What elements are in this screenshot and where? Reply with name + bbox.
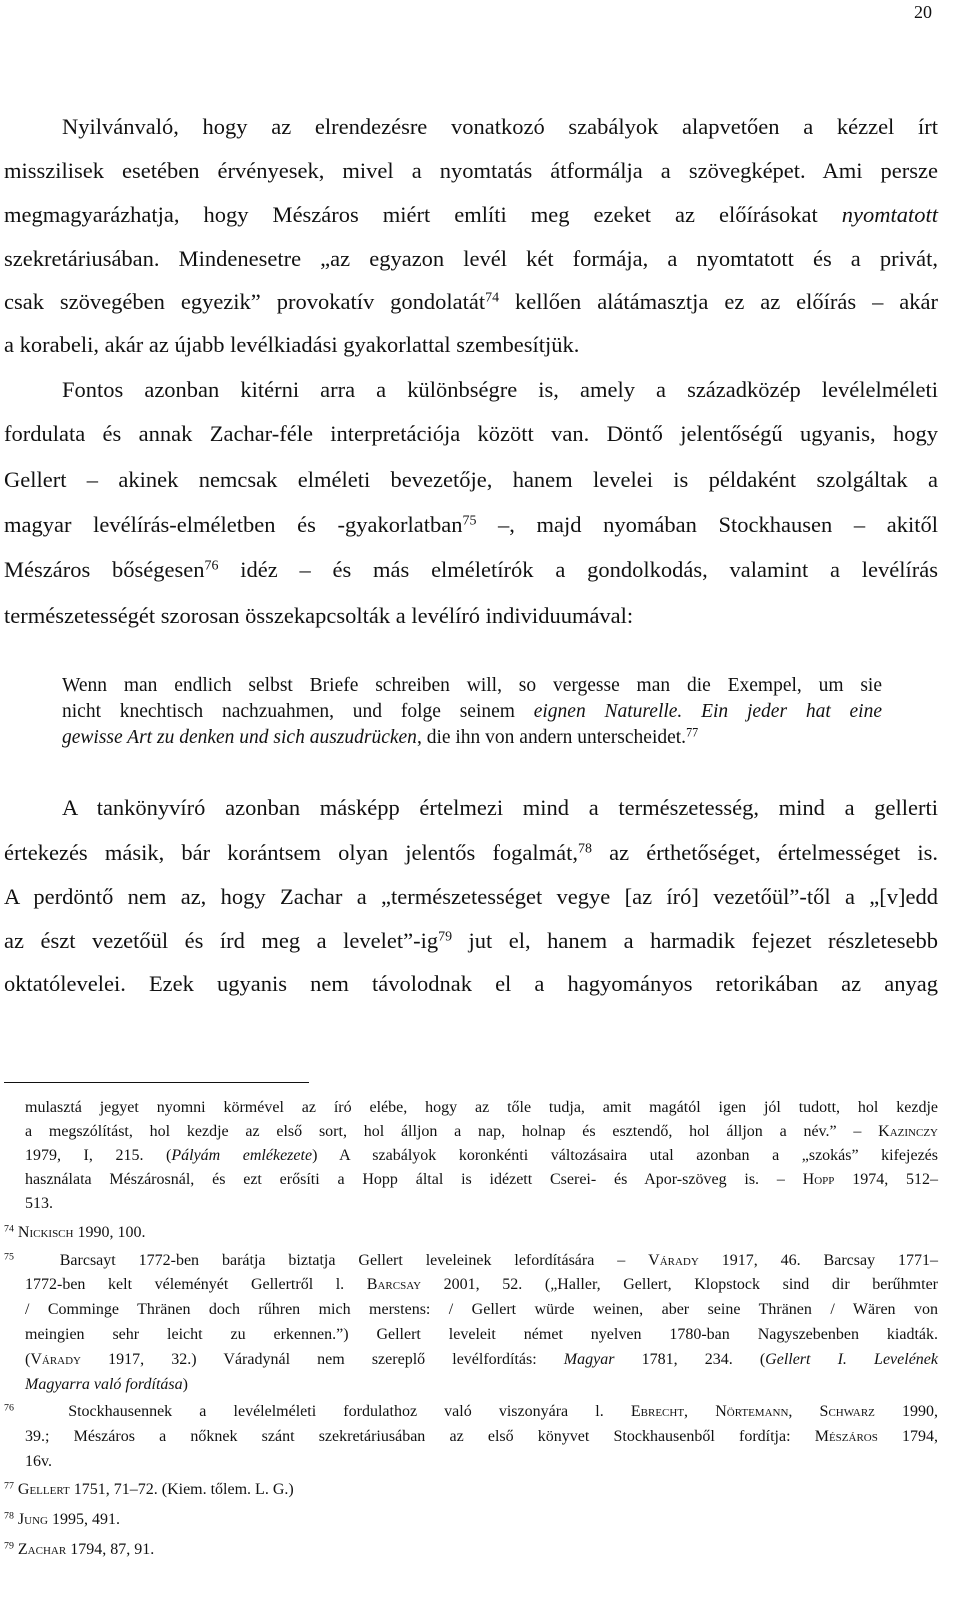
footnote-text: használata Mészárosnál, és ezt erősíti a Hopp által is idézett Cserei- és Apor-szöveg is. – xyxy=(25,1171,803,1188)
footnote-line xyxy=(25,1351,938,1369)
author-name: Várady xyxy=(30,1351,81,1368)
quote-italic: gewisse Art zu denken und sich auszudrücken xyxy=(62,727,417,748)
body-text: Gellert – akinek nemcsak elméleti bevezetője, hanem levelei is példaként szolgáltak a xyxy=(4,467,938,492)
footnote-number: 75 xyxy=(4,1251,14,1263)
footnote-78 xyxy=(4,1511,938,1529)
body-line xyxy=(4,202,938,228)
footnote-ref: 74 xyxy=(485,290,500,306)
body-text: természetességét szorosan összekapcsolták a levélíró individuumával: xyxy=(4,603,634,628)
body-text: megmagyarázhatja, hogy Mészáros miért említi meg ezeket az előírásokat xyxy=(4,202,818,227)
footnote-text: / Comminge Thränen doch rűhren mich merstens: / Gellert würde weinen, aber seine Thränen / Wären von xyxy=(25,1301,938,1318)
footnote-77 xyxy=(4,1481,938,1499)
footnote-ref: 79 xyxy=(438,929,453,945)
footnote-line xyxy=(25,1171,938,1189)
footnote-line xyxy=(25,1301,938,1319)
work-title: Pályám emlékezete xyxy=(171,1147,313,1164)
footnote-79 xyxy=(4,1541,938,1559)
author-name: Gellert xyxy=(17,1481,70,1498)
quote-line xyxy=(62,727,882,749)
page-number: 20 xyxy=(914,2,932,22)
body-line xyxy=(4,840,938,866)
body-line xyxy=(4,928,938,954)
footnote-text: 513. xyxy=(25,1195,53,1212)
body-line xyxy=(4,603,938,629)
footnote-number: 79 xyxy=(4,1540,14,1552)
body-text: a korabeli, akár az újabb levélkiadási gyakorlattal szembesítjük. xyxy=(4,332,580,357)
body-text: A perdöntő nem az, hogy Zachar a „természetességet vegye [az író] vezetőül”-től a „[v]edd xyxy=(4,884,938,909)
body-text: szekretáriusában. Mindenesetre „az egyazon levél két formája, a nyomtatott és a privát, xyxy=(4,246,938,271)
footnote-text: 1772-ben kelt véleményét Gellertről l. xyxy=(25,1276,367,1293)
body-text: magyar levélírás-elméletben és -gyakorlatban xyxy=(4,512,463,537)
author-name: Ebrecht, Nörtemann, Schwarz xyxy=(630,1403,875,1420)
author-name: Jung xyxy=(17,1511,48,1528)
body-line xyxy=(4,421,938,447)
footnote-line xyxy=(25,1326,938,1344)
footnote-text: 1917, 46. Barcsay 1771– xyxy=(698,1252,939,1269)
footnote-ref: 75 xyxy=(462,513,477,529)
footnote-text: Stockhausennek a levélelméleti fordulathoz való viszonyára l. xyxy=(68,1403,631,1420)
footnote-text: 1917, 32.) Váradynál nem szereplő levélfordítás: xyxy=(81,1351,564,1368)
body-text: misszilisek esetében érvényesek, mivel a nyomtatás átformálja a szövegképet. Ami persze xyxy=(4,158,938,183)
body-line xyxy=(62,795,938,821)
footnote-75 xyxy=(4,1252,938,1270)
body-text: jut el, hanem a harmadik fejezet részletesebb xyxy=(452,928,938,953)
italic-term: nyomtatott xyxy=(841,202,938,227)
footnote-text: 1974, 512– xyxy=(834,1171,938,1188)
body-text: oktatólevelei. Ezek ugyanis nem távolodnak el a hagyományos retorikában az anyag xyxy=(4,971,938,996)
body-text: kellően alátámasztja ez az előírás – akár xyxy=(499,289,939,314)
author-name: Nickisch xyxy=(17,1224,74,1241)
footnote-number: 76 xyxy=(4,1402,14,1414)
work-title: Gellert I. Levelének xyxy=(765,1351,939,1368)
footnote-number: 78 xyxy=(4,1510,14,1522)
footnote-line xyxy=(25,1376,938,1394)
author-name: Hopp xyxy=(802,1171,835,1188)
footnote-ref: 78 xyxy=(578,841,592,857)
body-text: idéz – és más elméletírók a gondolkodás, valamint a levélírás xyxy=(218,557,938,582)
footnote-line xyxy=(25,1123,938,1141)
quote-line xyxy=(62,701,882,723)
footnote-line xyxy=(25,1276,938,1294)
body-text: Nyilvánvaló, hogy az elrendezésre vonatkozó szabályok alapvetően a kézzel írt xyxy=(62,114,938,139)
footnote-text: Barcsayt 1772-ben barátja biztatja Gellert leveleinek lefordítására – xyxy=(59,1252,649,1269)
body-line xyxy=(4,971,938,997)
footnote-ref: 77 xyxy=(686,725,699,740)
footnote-text: ( xyxy=(25,1351,31,1368)
body-text: fordulata és annak Zachar-féle interpretációja között van. Döntő jelentőségű ugyanis, hogy xyxy=(4,421,938,446)
footnote-text: 1751, 71–72. (Kiem. tőlem. L. G.) xyxy=(69,1481,294,1498)
footnote-line xyxy=(25,1195,938,1213)
body-line xyxy=(62,377,938,403)
author-name: Kazinczy xyxy=(878,1123,938,1140)
footnote-text: 16v. xyxy=(25,1453,52,1470)
author-name: Barcsay xyxy=(366,1276,422,1293)
footnote-text: 39.; Mészáros a nőknek szánt szekretáriusában az első könyvet Stockhausenből fordítja: xyxy=(25,1428,815,1445)
body-line xyxy=(4,158,938,184)
author-name: Zachar xyxy=(17,1541,67,1558)
body-text: Mészáros bőségesen xyxy=(4,557,205,582)
quote-text: nicht knechtisch nachzuahmen, und folge seinem xyxy=(62,701,534,722)
body-text: értekezés másik, bár korántsem olyan jelentős fogalmát, xyxy=(4,840,579,865)
footnote-text: 1794, xyxy=(877,1428,939,1445)
work-title: Magyarra való fordítása xyxy=(25,1376,183,1393)
footnote-text: ) A szabályok koronkénti változásaira utal azonban a „szokás” kifejezés xyxy=(312,1147,939,1164)
footnote-line xyxy=(25,1147,938,1165)
quote-text: , die ihn von andern unterscheidet. xyxy=(416,727,687,748)
body-text: –, majd nyomában Stockhausen – akitől xyxy=(476,512,938,537)
footnote-line xyxy=(25,1453,938,1471)
body-text: az észt vezetőül és írd meg a levelet”-ig xyxy=(4,928,439,953)
footnote-74 xyxy=(4,1224,938,1242)
body-line xyxy=(62,114,938,140)
footnote-text: 1990, 100. xyxy=(73,1224,146,1241)
footnote-text: 1794, 87, 91. xyxy=(66,1541,155,1558)
footnote-text: 2001, 52. („Haller, Gellert, Klopstock sind dir berűhmter xyxy=(421,1276,938,1293)
work-title: Magyar xyxy=(563,1351,615,1368)
footnote-text: mulasztá jegyet nyomni körmével az író elébe, hogy az tőle tudja, amit magától igen jól tudott, hol kezdje xyxy=(25,1099,938,1116)
author-name: Mészáros xyxy=(814,1428,878,1445)
footnote-text: meingien sehr leicht zu erkennen.”) Gellert leveleit német nyelven 1780-ban Nagyszebenben kiadták. xyxy=(25,1326,938,1343)
quote-text: Wenn man endlich selbst Briefe schreiben will, so vergesse man die Exempel, um sie xyxy=(62,675,882,696)
footnote-number: 74 xyxy=(4,1223,14,1235)
body-line xyxy=(4,246,938,272)
quote-italic: eignen Naturelle. Ein jeder hat eine xyxy=(533,701,882,722)
author-name: Várady xyxy=(648,1252,699,1269)
footnote-text: 1781, 234. ( xyxy=(614,1351,766,1368)
footnote-text: 1979, I, 215. ( xyxy=(25,1147,172,1164)
footnote-text: 1990, xyxy=(874,1403,939,1420)
quote-line xyxy=(62,675,882,697)
footnote-line xyxy=(25,1099,938,1117)
body-text: A tankönyvíró azonban másképp értelmezi mind a természetesség, mind a gellerti xyxy=(62,795,938,820)
body-line xyxy=(4,557,938,583)
footnote-text: 1995, 491. xyxy=(47,1511,120,1528)
footnote-text: a megszólítást, hol kezdje az első sort, hol álljon a nap, holnap és esztendő, hol álljon a név.” – xyxy=(25,1123,879,1140)
body-text: Fontos azonban kitérni arra a különbségre is, amely a századközép levélelméleti xyxy=(62,377,938,402)
body-line xyxy=(4,289,938,315)
body-line xyxy=(4,884,938,910)
footnote-line xyxy=(25,1428,938,1446)
body-text: az érthetőséget, értelmességet is. xyxy=(591,840,938,865)
body-line xyxy=(4,332,938,358)
footnote-text: ) xyxy=(182,1376,188,1393)
footnote-76 xyxy=(4,1403,938,1421)
body-line xyxy=(4,512,938,538)
footnote-separator xyxy=(4,1082,309,1083)
body-line xyxy=(4,467,938,493)
body-text: csak szövegében egyezik” provokatív gondolatát xyxy=(4,289,486,314)
footnote-number: 77 xyxy=(4,1480,14,1492)
footnote-ref: 76 xyxy=(204,558,219,574)
